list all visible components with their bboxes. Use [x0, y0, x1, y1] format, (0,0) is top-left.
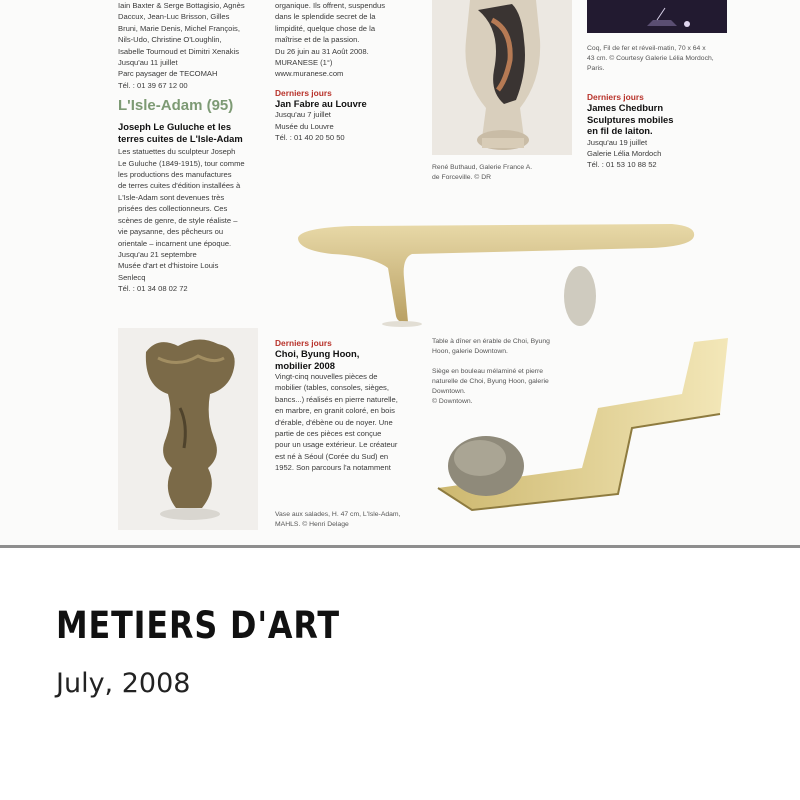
seat-caption-line: Downtown. [432, 388, 466, 395]
jan-body-line: Tél. : 01 40 20 50 50 [275, 133, 345, 143]
col2-top-line: limpidité, quelque chose de la [275, 23, 376, 33]
choi-title-line: mobilier 2008 [275, 359, 335, 371]
james-body-line: Galerie Lélia Mordoch [587, 148, 662, 158]
choi-title-line: Choi, Byung Hoon, [275, 348, 360, 359]
terracotta-caption [275, 510, 425, 530]
choi-body-line: Vingt-cinq nouvelles pièces de [275, 372, 378, 381]
col1-top-line: Nils-Udo, Christine O'Loughlin, [118, 35, 222, 45]
col2-top-line: Du 26 juin au 31 Août 2008. [275, 46, 369, 56]
article1-body-line: prisées des collectionneurs. Ces [118, 204, 228, 214]
jan-fabre-title: Jan Fabre au Louvre [275, 97, 367, 109]
james-body [587, 137, 737, 171]
article1-body-line: Les statuettes du sculpteur Joseph [118, 147, 236, 157]
table-photo [292, 218, 702, 328]
choi-body-line: partie de ces pièces est conçue [275, 429, 382, 439]
col1-top-line: Bruni, Marie Denis, Michel François, [118, 23, 240, 33]
coq-caption [587, 44, 737, 74]
jan-body-line: Musée du Louvre [275, 121, 334, 131]
vase-photo [432, 0, 572, 155]
col2-top-text [275, 0, 415, 80]
jan-fabre-body [275, 109, 415, 143]
col1-top-line: Tél. : 01 39 67 12 00 [118, 80, 188, 90]
col2-top-line: www.muranese.com [275, 69, 344, 79]
vase-caption [432, 163, 572, 183]
article1-body-line: Le Guluche (1849-1915), tour comme [118, 158, 245, 168]
col1-top-line: Daccux, Jean-Luc Brisson, Gilles [118, 12, 230, 22]
vase-caption-line: de Forceville. © DR [432, 174, 492, 181]
terracotta-caption-line: Vase aux salades, H. 47 cm, L'Isle-Adam, [275, 511, 401, 518]
coq-photo [587, 0, 727, 33]
col2-top-line: dans le splendide secret de la [275, 12, 376, 22]
section-heading: L'Isle-Adam (95) [118, 97, 234, 115]
table-caption-line: Hoon, galerie Downtown. [432, 348, 508, 355]
publication-title: METIERS D'ART [56, 604, 340, 647]
article1-body-line: de terres cuites d'édition installées à [118, 181, 241, 191]
choi-article [275, 338, 415, 474]
col2-top-line: maîtrise et de la passion. [275, 35, 360, 45]
choi-title [275, 348, 415, 371]
choi-body-line: mobilier (tables, consoles, sièges, [275, 383, 389, 393]
col1-top-line: Parc paysager de TECOMAH [118, 69, 218, 79]
kicker-derniers-jours: Derniers jours [275, 87, 332, 98]
james-chedburn-block [587, 92, 737, 171]
col2-top-line: organique. Ils offrent, suspendus [275, 1, 386, 10]
choi-body-line: est né à Séoul (Corée du Sud) en [275, 451, 389, 461]
article-body-le-guluche [118, 146, 268, 294]
table-caption-line: Table à dîner en érable de Choi, Byung [432, 338, 550, 345]
kicker-james: Derniers jours [587, 92, 644, 102]
article1-body-line: vie paysanne, des pêcheurs ou [118, 227, 224, 237]
seat-caption-line: naturelle de Choi, Byung Hoon, galerie [432, 378, 549, 385]
seat-caption-line: © Downtown. [432, 398, 473, 405]
james-body-line: Jusqu'au 19 juillet [587, 137, 648, 147]
terracotta-photo [118, 328, 258, 530]
kicker-choi: Derniers jours [275, 338, 332, 348]
article1-body-line: Musée d'art et d'histoire Louis [118, 261, 219, 271]
col1-top-line: Jusqu'au 11 juillet [118, 58, 178, 68]
article-title-le-guluche [118, 121, 268, 144]
publication-date: July, 2008 [56, 668, 191, 699]
column-middle-top [275, 0, 415, 144]
column-left [118, 0, 268, 295]
article1-title-line: Joseph Le Guluche et les [118, 121, 232, 133]
coq-caption-line: 43 cm. © Courtesy Galerie Lélia Mordoch, [587, 55, 714, 62]
article1-body-line: Jusqu'au 21 septembre [118, 249, 197, 259]
choi-body-line: pour un usage extérieur. Le créateur [275, 440, 398, 450]
james-title-line: James Chedburn [587, 102, 664, 113]
james-title [587, 102, 737, 137]
article1-body-line: scènes de genre, de style réaliste – [118, 215, 238, 225]
article1-body-line: les productions des manufactures [118, 170, 232, 180]
col1-top-line: Iain Baxter & Serge Bottagisio, Agnès [118, 1, 245, 10]
article1-body-line: Tél. : 01 34 08 02 72 [118, 284, 188, 294]
james-title-line: en fil de laiton. [587, 125, 653, 136]
james-title-line: Sculptures mobiles [587, 113, 674, 125]
article1-body-line: Senlecq [118, 272, 146, 282]
terracotta-caption-line: MAHLS. © Henri Delage [275, 521, 349, 528]
col2-top-line: MURANESE (1°) [275, 58, 333, 68]
choi-body-line: en marbre, en granit coloré, en bois [275, 406, 395, 416]
coq-caption-line: Coq, Fil de fer et réveil-matin, 70 x 64 x [587, 45, 706, 52]
choi-body-line: 1952. Son parcours l'a notamment [275, 463, 391, 473]
seat-photo [432, 338, 732, 518]
article1-body-line: orientale – incarnent une époque. [118, 238, 232, 248]
col1-top-line: Isabelle Tournoud et Dimitri Xenakis [118, 46, 239, 56]
jan-body-line: Jusqu'au 7 juillet [275, 110, 331, 120]
seat-caption-line: Siège en bouleau mélaminé et pierre [432, 368, 544, 375]
coq-caption-line: Paris. [587, 65, 605, 72]
vase-caption-line: René Buthaud, Galerie France A. [432, 164, 533, 171]
choi-body [275, 371, 415, 474]
col1-top-text [118, 0, 268, 91]
choi-body-line: d'érable, d'ébène ou de noyer. Une [275, 417, 393, 427]
article1-title-line: terres cuites de L'Isle-Adam [118, 132, 243, 144]
article1-body-line: L'Isle-Adam sont devenues très [118, 192, 225, 202]
choi-body-line: bancs...) réalisés en pierre naturelle, [275, 394, 398, 404]
james-body-line: Tél. : 01 53 10 88 52 [587, 160, 657, 170]
